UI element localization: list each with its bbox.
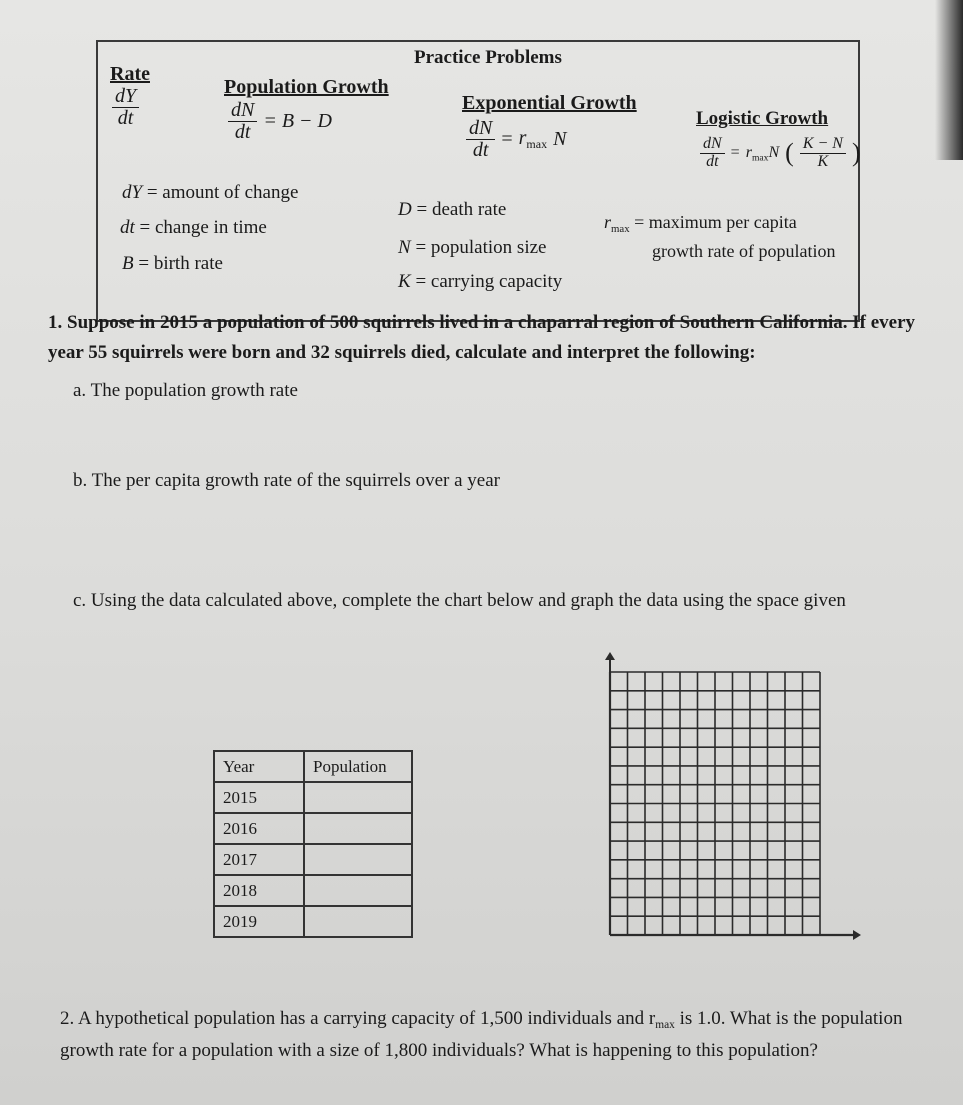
page-title: Practice Problems bbox=[414, 47, 562, 68]
eg-den: dt bbox=[472, 139, 489, 161]
rate-den: dt bbox=[117, 107, 134, 129]
rate-heading: Rate bbox=[110, 63, 150, 85]
logistic-growth-formula: $\frac{dN}{dt}$ = $r_{max}N$ ( $\frac{K - N}{K}$ ) bbox=[700, 136, 861, 171]
eg-r-sub: max bbox=[526, 137, 548, 152]
def-rmax-sub: max bbox=[611, 222, 630, 235]
rate-num: dY bbox=[112, 86, 139, 108]
def-dt bbox=[120, 217, 267, 239]
lg-n: N bbox=[768, 143, 780, 161]
table-cell-population[interactable] bbox=[304, 906, 412, 937]
def-b bbox=[122, 253, 223, 275]
q2-line1 bbox=[60, 1008, 902, 1031]
q1a-prompt: a. The population growth rate bbox=[73, 380, 298, 401]
def-d bbox=[398, 199, 506, 221]
population-growth-heading: Population Growth bbox=[224, 76, 389, 98]
table-row bbox=[214, 875, 412, 906]
table-cell-population[interactable] bbox=[304, 782, 412, 813]
logistic-growth-heading: Logistic Growth bbox=[696, 108, 829, 129]
table-row bbox=[214, 906, 412, 937]
def-d-text: = death rate bbox=[416, 199, 507, 220]
q1-line2: year 55 squirrels were born and 32 squirrels died, calculate and interpret the following: bbox=[48, 342, 756, 363]
def-dy-text: = amount of change bbox=[146, 182, 299, 203]
def-rmax-line2: growth rate of population bbox=[652, 241, 836, 261]
q2-line1-pre: 2. A hypothetical population has a carrying capacity of 1,500 individuals and r bbox=[60, 1008, 656, 1029]
def-n bbox=[398, 237, 546, 259]
def-rmax bbox=[604, 212, 797, 235]
eg-num: dN bbox=[466, 118, 495, 140]
lg-inner-num: K − N bbox=[800, 136, 846, 154]
def-k-sym: K bbox=[398, 271, 411, 292]
def-k bbox=[398, 271, 562, 293]
def-dt-text: = change in time bbox=[139, 217, 267, 238]
lg-r: r bbox=[745, 143, 752, 161]
y-axis-arrow-icon bbox=[605, 652, 615, 660]
q1b-prompt: b. The per capita growth rate of the squirrels over a year bbox=[73, 470, 500, 491]
eg-eq: = bbox=[501, 128, 513, 150]
lg-inner-den: K bbox=[817, 152, 829, 170]
year-population-table bbox=[213, 750, 413, 938]
graph-grid[interactable] bbox=[590, 650, 865, 950]
table-header-row bbox=[214, 751, 412, 782]
table-header-population: Population bbox=[304, 751, 412, 782]
table-row bbox=[214, 844, 412, 875]
table-cell-population[interactable] bbox=[304, 813, 412, 844]
eg-n: N bbox=[553, 128, 567, 150]
lg-r-sub: max bbox=[751, 151, 769, 163]
def-n-sym: N bbox=[398, 237, 411, 258]
table-cell-year: 2019 bbox=[214, 906, 304, 937]
q2-line1-post: is 1.0. What is the population bbox=[674, 1008, 903, 1029]
def-dt-sym: dt bbox=[120, 217, 135, 238]
def-rmax-text1: = maximum per capita bbox=[634, 212, 797, 232]
def-b-sym: B bbox=[122, 253, 134, 274]
def-k-text: = carrying capacity bbox=[415, 271, 563, 292]
def-b-text: = birth rate bbox=[138, 253, 223, 274]
table-cell-year: 2018 bbox=[214, 875, 304, 906]
table-cell-year: 2016 bbox=[214, 813, 304, 844]
eg-r: r bbox=[518, 126, 527, 149]
pg-num: dN bbox=[228, 100, 257, 122]
table-row bbox=[214, 813, 412, 844]
lg-den: dt bbox=[706, 152, 719, 170]
q2-line2: growth rate for a population with a size of 1,800 individuals? What is happening to this population? bbox=[60, 1040, 818, 1061]
def-n-text: = population size bbox=[415, 237, 547, 258]
table-header-year: Year bbox=[214, 751, 304, 782]
pg-den: dt bbox=[234, 121, 251, 143]
table-row bbox=[214, 782, 412, 813]
x-axis-arrow-icon bbox=[853, 930, 861, 940]
lg-num: dN bbox=[700, 136, 725, 154]
q2-line1-sub: max bbox=[655, 1018, 675, 1031]
def-dy bbox=[122, 182, 298, 204]
exponential-growth-heading: Exponential Growth bbox=[462, 92, 637, 114]
def-rmax-sym: r bbox=[604, 212, 612, 232]
exponential-growth-formula bbox=[466, 118, 566, 161]
lg-eq: = bbox=[730, 144, 740, 162]
q1c-prompt: c. Using the data calculated above, complete the chart below and graph the data using the space given bbox=[73, 590, 846, 611]
rate-formula bbox=[112, 86, 139, 129]
q1-line1: 1. Suppose in 2015 a population of 500 squirrels lived in a chaparral region of Southern California. If every bbox=[48, 312, 916, 333]
table-cell-population[interactable] bbox=[304, 875, 412, 906]
page-shadow bbox=[935, 0, 963, 160]
table-cell-population[interactable] bbox=[304, 844, 412, 875]
def-d-sym: D bbox=[398, 199, 412, 220]
table-cell-year: 2015 bbox=[214, 782, 304, 813]
pg-rhs: = B − D bbox=[263, 110, 332, 132]
table-cell-year: 2017 bbox=[214, 844, 304, 875]
def-dy-sym: dY bbox=[122, 182, 143, 203]
population-growth-formula bbox=[228, 100, 332, 143]
